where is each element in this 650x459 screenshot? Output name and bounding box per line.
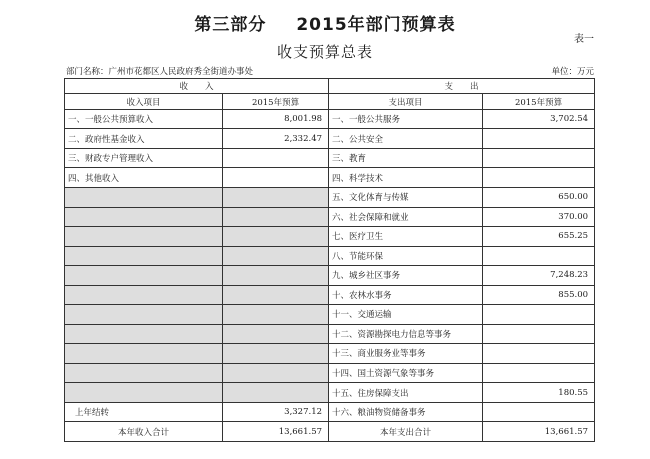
table-row: [65, 383, 595, 403]
expense-item-cell: 十六、粮油物资储备事务: [329, 402, 483, 422]
income-value-cell: [223, 363, 329, 383]
expense-value-cell: [483, 402, 595, 422]
title-part: 第三部分: [194, 15, 267, 35]
income-item-cell: [65, 305, 223, 325]
col-income-budget: 2015年预算: [223, 94, 329, 109]
income-item-cell: [65, 227, 223, 247]
income-value-cell: 3,327.12: [223, 402, 329, 422]
expense-value-cell: 650.00: [483, 187, 595, 207]
expense-item-cell: 三、教育: [329, 148, 483, 168]
income-value-cell: [223, 227, 329, 247]
col-expense-budget: 2015年预算: [483, 94, 595, 109]
income-value-cell: 8,001.98: [223, 109, 329, 129]
expense-item-cell: 六、社会保障和就业: [329, 207, 483, 227]
unit-label: 单位：万元: [551, 67, 594, 77]
expense-item-cell: 十五、住房保障支出: [329, 383, 483, 403]
total-expense-value: 13,661.57: [483, 422, 595, 442]
income-value-cell: 2,332.47: [223, 129, 329, 149]
income-item-cell: [65, 383, 223, 403]
expense-section-header: 支 出: [329, 79, 595, 94]
expense-item-cell: 十三、商业服务业等事务: [329, 344, 483, 364]
table-row: [65, 109, 595, 129]
department-name: 部门名称：广州市花都区人民政府秀全街道办事处: [66, 67, 254, 77]
table-row: [65, 285, 595, 305]
total-income-label: 本年收入合计: [65, 422, 223, 442]
table-row: [65, 246, 595, 266]
table-row: [65, 129, 595, 149]
expense-item-cell: 四、科学技术: [329, 168, 483, 188]
income-value-cell: [223, 305, 329, 325]
income-value-cell: [223, 383, 329, 403]
income-value-cell: [223, 266, 329, 286]
table-row: [65, 187, 595, 207]
expense-value-cell: [483, 363, 595, 383]
expense-item-cell: 十四、国土资源气象等事务: [329, 363, 483, 383]
table-row: [65, 207, 595, 227]
total-income-value: 13,661.57: [223, 422, 329, 442]
income-item-cell: 二、政府性基金收入: [65, 129, 223, 149]
total-row: [65, 422, 595, 442]
expense-value-cell: 655.25: [483, 227, 595, 247]
expense-item-cell: 一、一般公共服务: [329, 109, 483, 129]
col-expense-item: 支出项目: [329, 94, 483, 109]
income-item-cell: [65, 363, 223, 383]
expense-item-cell: 十一、交通运输: [329, 305, 483, 325]
table-row: [65, 324, 595, 344]
income-value-cell: [223, 324, 329, 344]
income-item-cell: [65, 344, 223, 364]
expense-value-cell: 855.00: [483, 285, 595, 305]
expense-value-cell: [483, 246, 595, 266]
income-value-cell: [223, 344, 329, 364]
title-year: 2015年部门预算表: [296, 15, 456, 35]
table-row: [65, 168, 595, 188]
income-value-cell: [223, 246, 329, 266]
expense-value-cell: 3,702.54: [483, 109, 595, 129]
income-value-cell: [223, 148, 329, 168]
income-item-cell: [65, 246, 223, 266]
table-number: 表一: [574, 34, 594, 45]
expense-item-cell: 九、城乡社区事务: [329, 266, 483, 286]
expense-value-cell: 370.00: [483, 207, 595, 227]
expense-value-cell: [483, 148, 595, 168]
income-section-header: 收 入: [65, 79, 329, 94]
expense-item-cell: 八、节能环保: [329, 246, 483, 266]
table-row: [65, 227, 595, 247]
income-item-cell: 上年结转: [65, 402, 223, 422]
total-expense-label: 本年支出合计: [329, 422, 483, 442]
income-item-cell: [65, 285, 223, 305]
income-item-cell: 三、财政专户管理收入: [65, 148, 223, 168]
expense-value-cell: 180.55: [483, 383, 595, 403]
table-subtitle: 收支预算总表: [276, 43, 373, 61]
income-value-cell: [223, 168, 329, 188]
table-row: [65, 266, 595, 286]
income-item-cell: [65, 207, 223, 227]
table-row: [65, 305, 595, 325]
expense-item-cell: 十二、资源勘探电力信息等事务: [329, 324, 483, 344]
income-item-cell: [65, 187, 223, 207]
expense-value-cell: [483, 168, 595, 188]
expense-value-cell: [483, 129, 595, 149]
expense-value-cell: [483, 344, 595, 364]
table-row: [65, 148, 595, 168]
expense-value-cell: 7,248.23: [483, 266, 595, 286]
expense-item-cell: 二、公共安全: [329, 129, 483, 149]
page-title: [0, 10, 650, 35]
income-value-cell: [223, 207, 329, 227]
expense-item-cell: 十、农林水事务: [329, 285, 483, 305]
section-header-row: [65, 79, 595, 94]
table-row: [65, 363, 595, 383]
income-value-cell: [223, 187, 329, 207]
col-income-item: 收入项目: [65, 94, 223, 109]
table-body: [65, 109, 595, 422]
table-row: [65, 344, 595, 364]
budget-table: [64, 78, 595, 442]
table-row: [65, 402, 595, 422]
expense-value-cell: [483, 324, 595, 344]
expense-value-cell: [483, 305, 595, 325]
expense-item-cell: 七、医疗卫生: [329, 227, 483, 247]
income-item-cell: 一、一般公共预算收入: [65, 109, 223, 129]
income-item-cell: 四、其他收入: [65, 168, 223, 188]
income-value-cell: [223, 285, 329, 305]
income-item-cell: [65, 324, 223, 344]
expense-item-cell: 五、文化体育与传媒: [329, 187, 483, 207]
column-header-row: [65, 94, 595, 109]
income-item-cell: [65, 266, 223, 286]
